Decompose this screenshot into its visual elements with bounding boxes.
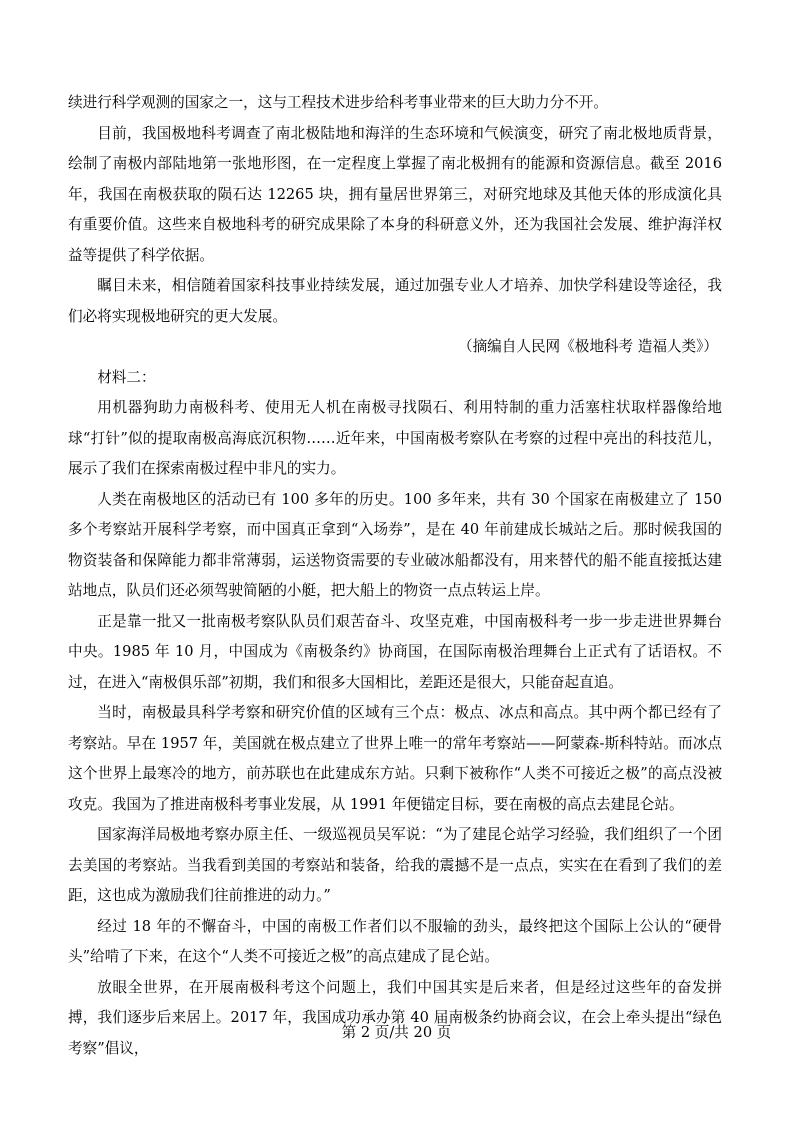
paragraph-history: 人类在南极地区的活动已有 100 多年的历史。100 多年来，共有 30 个国家在南极建立了 150 多个考察站开展科学考察，而中国真正拿到“入场券”，是在 40 年前建成长城站之后。那时候我国的物资装备和保障能力都非常薄弱，运送物资需要的专业破冰船都没有，用来替代的船不能直接抵达建站地点，队员们还必须驾驶简陋的小艇，把大船上的物资一点点转运上岸。 <box>68 490 722 599</box>
paragraph-kunlun-station: 经过 18 年的不懈奋斗，中国的南极工作者们以不服输的劲头，最终把这个国际上公认的“硬骨头”给啃了下来，在这个“人类不可接近之极”的高点建成了昆仑站。 <box>68 917 722 965</box>
page-footer: 第 2 页/共 20 页 <box>341 1024 452 1041</box>
paragraph-future-outlook: 瞩目未来，相信随着国家科技事业持续发展，通过加强专业人才培养、加快学科建设等途径，我们必将实现极地研究的更大发展。 <box>68 277 722 325</box>
paragraph-continued: 续进行科学观测的国家之一，这与工程技术进步给科考事业带来的巨大助力分不开。 <box>68 94 608 111</box>
section-label-material-two: 材料二： <box>97 368 156 386</box>
paragraph-three-points: 当时，南极最具科学考察和研究价值的区域有三个点：极点、冰点和高点。其中两个都已经有了考察站。早在 1957 年，美国就在极点建立了世界上唯一的常年考察站——阿蒙森-斯科特站。而冰点这个世界上最寒冷的地方，前苏联也在此建成东方站。只剩下被称作“人类不可接近之极”的高点没被攻克。我国为了推进南极科考事业发展，从 1991 年便锚定目标，要在南极的高点去建昆仑站。 <box>68 704 722 813</box>
paragraph-tech-showcase: 用机器狗助力南极科考、使用无人机在南极寻找陨石、利用特制的重力活塞柱状取样器像给地球“打针”似的提取南极高海底沉积物……近年来，中国南极考察队在考察的过程中亮出的科技范儿，展示了我们在探索南极过程中非凡的实力。 <box>68 399 722 477</box>
source-citation: （摘编自人民网《极地科考 造福人类》） <box>457 338 718 355</box>
paragraph-research-results: 目前，我国极地科考调查了南北极陆地和海洋的生态环境和气候演变，研究了南北极地质背景，绘制了南极内部陆地第一张地形图，在一定程度上掌握了南北极拥有的能源和资源信息。截至 2016 年，我国在南极获取的陨石达 12265 块，拥有量居世界第三，对研究地球及其他天体的形成演化具有重要价值。这些来自极地科考的研究成果除了本身的科研意义外，还为我国社会发展、维护海洋权益等提供了科学依据。 <box>68 124 722 264</box>
paragraph-world-stage: 正是靠一批又一批南极考察队队员们艰苦奋斗、攻坚克难，中国南极科考一步一步走进世界舞台中央。1985 年 10 月，中国成为《南极条约》协商国，在国际南极治理舞台上正式有了话语权。不过，在进入“南极俱乐部”初期，我们和很多大国相比，差距还是很大，只能奋起直追。 <box>68 612 722 691</box>
paragraph-quote-wu-jun: 国家海洋局极地考察办原主任、一级巡视员吴军说：“为了建昆仑站学习经验，我们组织了一个团去美国的考察站。当我看到美国的考察站和装备，给我的震撼不是一点点，实实在在看到了我们的差距，这也成为激励我们往前推进的动力。” <box>68 826 722 904</box>
paragraph-latecomer: 放眼全世界，在开展南极科考这个问题上，我们中国其实是后来者，但是经过这些年的奋发拼搏，我们逐步后来居上。2017 年，我国成功承办第 40 届南极条约协商会议，在会上牵头提出“绿色考察”倡议， <box>68 978 722 1057</box>
document-page <box>68 88 722 1064</box>
